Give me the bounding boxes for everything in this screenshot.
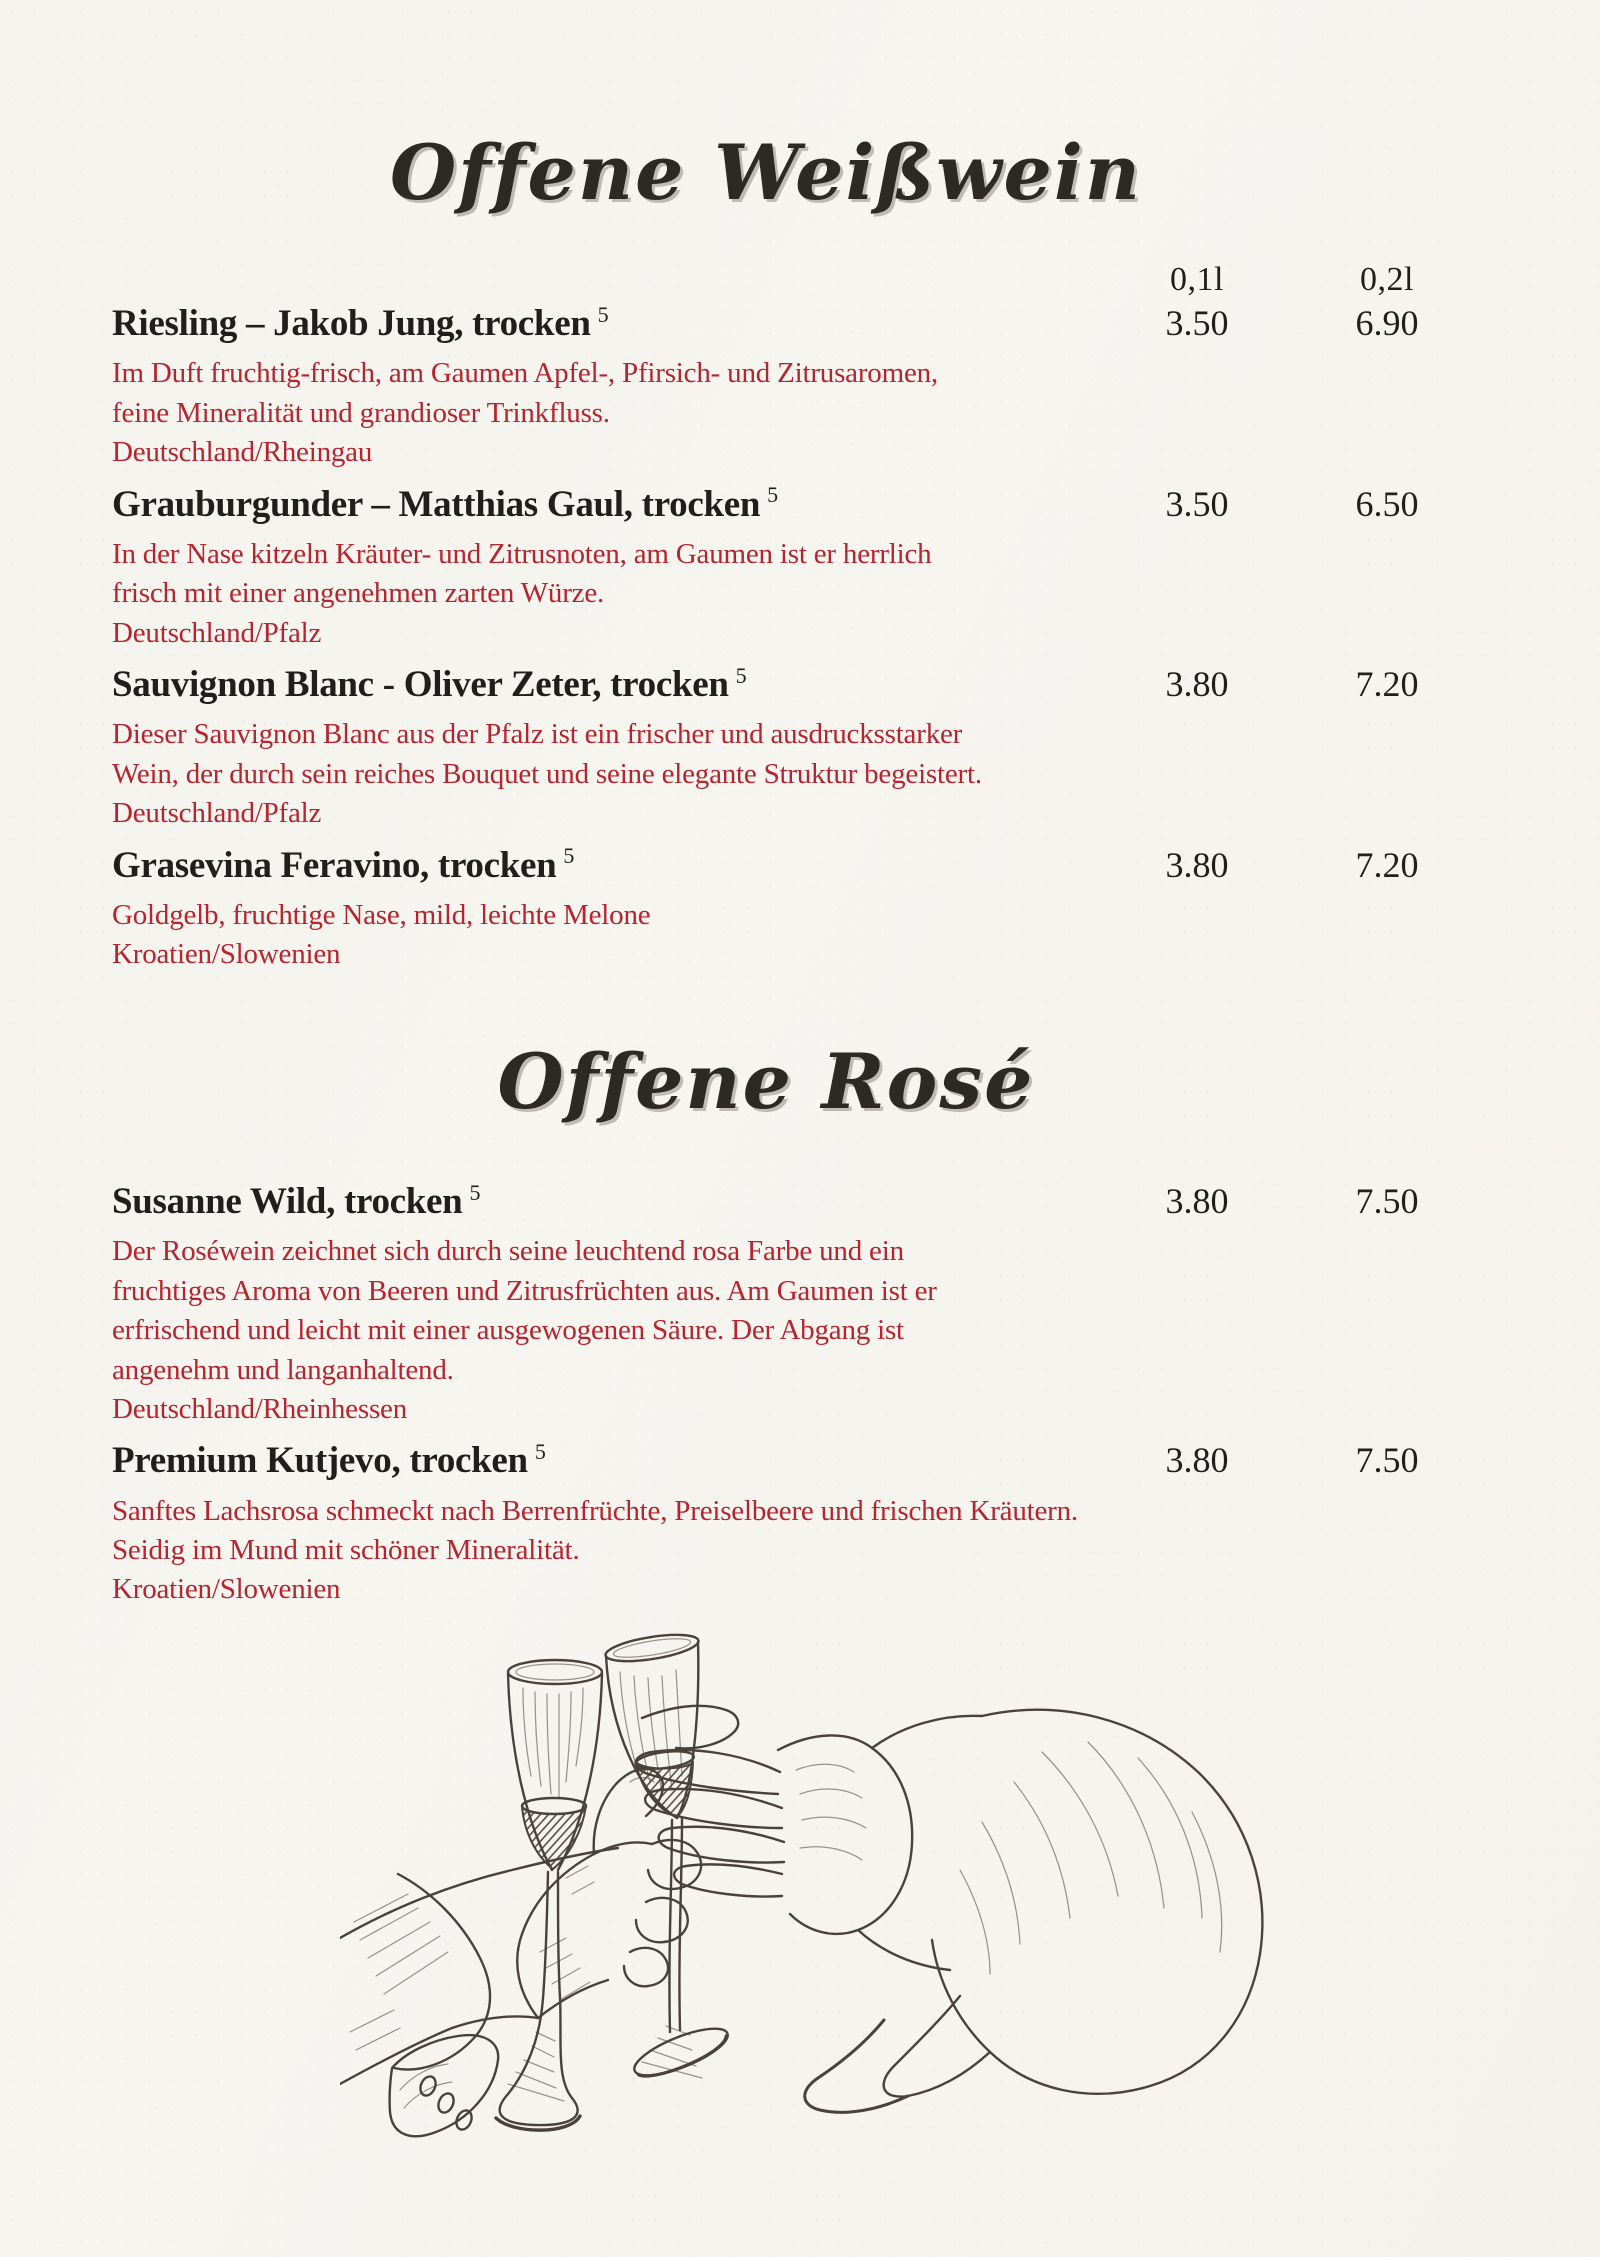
wine-price-02l: 7.50 bbox=[1355, 1440, 1419, 1481]
right-wine-glass-drawing bbox=[604, 1630, 733, 2085]
wine-description bbox=[112, 354, 1482, 433]
wine-description bbox=[112, 896, 1482, 935]
wine-price-01l: 3.80 bbox=[1165, 664, 1229, 705]
wine-origin: Kroatien/Slowenien bbox=[112, 938, 341, 971]
wine-price-02l: 7.50 bbox=[1355, 1181, 1419, 1222]
wine-description-line: feine Mineralität und grandioser Trinkfluss. bbox=[112, 396, 610, 429]
wine-description bbox=[112, 715, 1482, 794]
wine-name-text: Premium Kutjevo, trocken bbox=[112, 1440, 528, 1482]
wine-entry-sauvignon-blanc bbox=[112, 661, 1482, 833]
wine-price-01l: 3.80 bbox=[1165, 1440, 1229, 1481]
wine-description bbox=[112, 1492, 1482, 1571]
wine-name bbox=[112, 481, 1102, 529]
wine-row bbox=[112, 1178, 1482, 1226]
wine-description bbox=[112, 535, 1482, 614]
wine-price-02l: 7.20 bbox=[1355, 664, 1419, 705]
wine-name bbox=[112, 842, 1102, 890]
footnote-marker: 5 bbox=[735, 662, 747, 688]
wine-name bbox=[112, 300, 1102, 348]
wine-description-line: angenehm und langanhaltend. bbox=[112, 1353, 454, 1386]
wine-row bbox=[112, 842, 1482, 890]
section-title-rose: Offene Rosé bbox=[497, 1036, 1035, 1126]
wine-description-line: Der Roséwein zeichnet sich durch seine leuchtend rosa Farbe und ein bbox=[112, 1235, 904, 1268]
wine-name-text: Susanne Wild, trocken bbox=[112, 1181, 463, 1223]
wine-price-02l: 6.50 bbox=[1355, 483, 1419, 524]
wine-origin: Deutschland/Pfalz bbox=[112, 616, 322, 649]
footnote-marker: 5 bbox=[534, 1439, 546, 1465]
wine-price-01l: 3.80 bbox=[1165, 1181, 1229, 1222]
wine-description-line: Im Duft fruchtig-frisch, am Gaumen Apfel-, Pfirsich- und Zitrusaromen, bbox=[112, 357, 938, 390]
wine-name-text: Riesling – Jakob Jung, trocken bbox=[112, 303, 591, 345]
wine-description-line: Dieser Sauvignon Blanc aus der Pfalz ist ein frischer und ausdrucksstarker bbox=[112, 718, 963, 751]
wine-origin: Kroatien/Slowenien bbox=[112, 1573, 341, 1606]
wine-name bbox=[112, 1437, 1102, 1485]
wine-name bbox=[112, 661, 1102, 709]
wine-row bbox=[112, 300, 1482, 348]
wine-name-text: Sauvignon Blanc - Oliver Zeter, trocken bbox=[112, 664, 729, 706]
wine-entry-grasevina bbox=[112, 842, 1482, 975]
wine-glasses-illustration bbox=[340, 1620, 1300, 2160]
footnote-marker: 5 bbox=[767, 482, 778, 508]
wine-name-text: Grauburgunder – Matthias Gaul, trocken bbox=[112, 483, 761, 525]
right-hand-drawing bbox=[636, 1706, 1263, 2112]
wine-name bbox=[112, 1178, 1102, 1226]
footnote-marker: 5 bbox=[563, 843, 575, 869]
wine-price-02l: 6.90 bbox=[1355, 303, 1419, 344]
wine-description-line: Seidig im Mund mit schöner Mineralität. bbox=[112, 1533, 580, 1566]
wine-price-01l: 3.50 bbox=[1165, 303, 1229, 344]
left-wine-glass-drawing bbox=[496, 1660, 602, 2130]
size-header-row bbox=[112, 260, 1482, 301]
wine-name-text: Grasevina Feravino, trocken bbox=[112, 844, 557, 886]
wine-origin: Deutschland/Rheingau bbox=[112, 436, 373, 469]
wine-price-02l: 7.20 bbox=[1355, 844, 1419, 885]
wine-description-line: In der Nase kitzeln Kräuter- und Zitrusnoten, am Gaumen ist er herrlich bbox=[112, 537, 932, 570]
footnote-marker: 5 bbox=[469, 1179, 481, 1205]
wine-row bbox=[112, 1437, 1482, 1485]
footnote-marker: 5 bbox=[597, 302, 609, 328]
size-header-01l: 0,1l bbox=[1170, 260, 1224, 298]
wine-row bbox=[112, 661, 1482, 709]
wine-description-line: erfrischend und leicht mit einer ausgewogenen Säure. Der Abgang ist bbox=[112, 1314, 904, 1347]
wine-entry-susanne-wild bbox=[112, 1178, 1482, 1429]
wine-entry-grauburgunder bbox=[112, 481, 1482, 653]
wine-origin: Deutschland/Pfalz bbox=[112, 797, 322, 830]
wine-entry-premium-kutjevo bbox=[112, 1437, 1482, 1609]
left-hand-drawing bbox=[340, 1769, 701, 2136]
size-header-02l: 0,2l bbox=[1360, 260, 1414, 298]
wine-price-01l: 3.50 bbox=[1165, 483, 1229, 524]
wine-row bbox=[112, 481, 1482, 529]
wine-origin: Deutschland/Rheinhessen bbox=[112, 1393, 408, 1426]
wine-description-line: Goldgelb, fruchtige Nase, mild, leichte Melone bbox=[112, 898, 651, 931]
wine-description-line: Sanftes Lachsrosa schmeckt nach Berrenfrüchte, Preiselbeere und frischen Kräutern. bbox=[112, 1494, 1078, 1527]
wine-description-line: frisch mit einer angenehmen zarten Würze. bbox=[112, 577, 605, 610]
wine-description bbox=[112, 1232, 1482, 1390]
wine-price-01l: 3.80 bbox=[1165, 844, 1229, 885]
wine-description-line: Wein, der durch sein reiches Bouquet und seine elegante Struktur begeistert. bbox=[112, 757, 982, 790]
wine-entry-riesling bbox=[112, 300, 1482, 472]
section-title-weisswein: Offene Weißwein bbox=[389, 128, 1143, 217]
wine-description-line: fruchtiges Aroma von Beeren und Zitrusfrüchten aus. Am Gaumen ist er bbox=[112, 1274, 937, 1307]
